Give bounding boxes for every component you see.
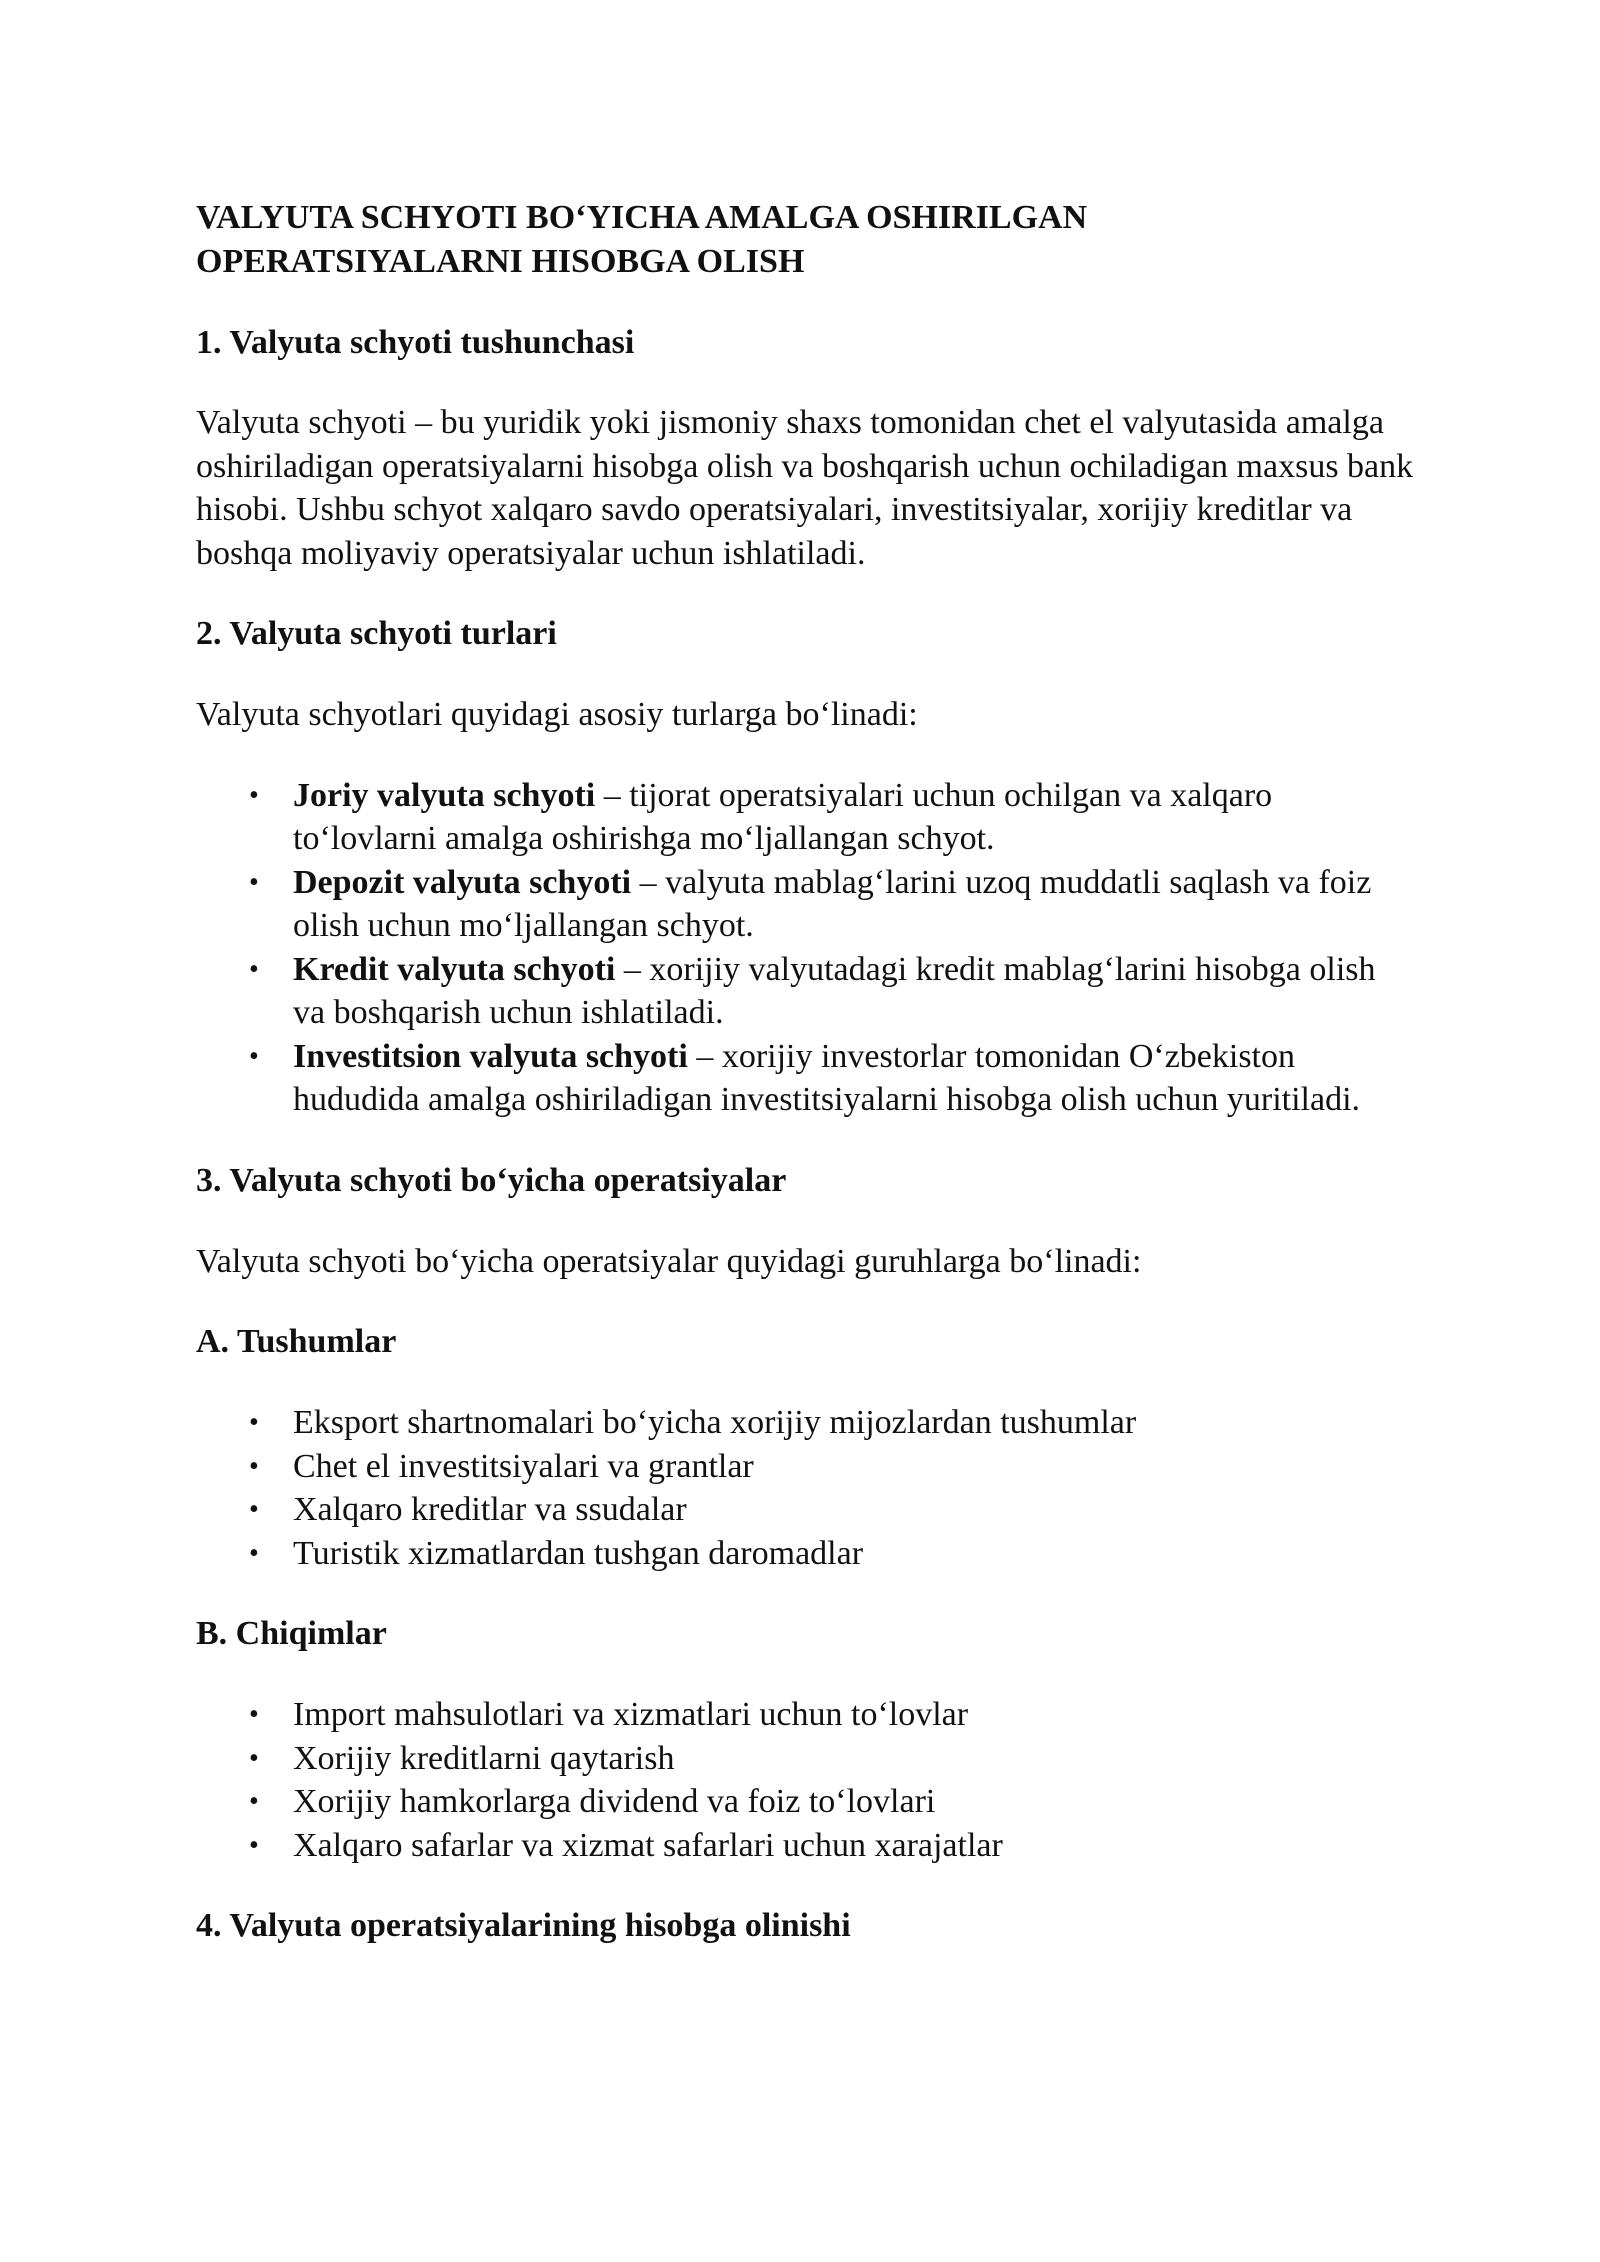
- bullet-icon: •: [249, 1829, 259, 1861]
- section-1-paragraph: Valyuta schyoti – bu yuridik yoki jismoniy shaxs tomonidan chet el valyutasida amalga oshiriladigan operatsiyalarni hisobga olish va boshqarish uchun ochiladigan maxsus bank hisobi. Ushbu schyot xalqaro savdo operatsiyalari, investitsiyalar, xorijiy kreditlar va boshqa moliyaviy operatsiyalar uchun ishlatiladi.: [196, 404, 1414, 572]
- list-item-text: Xalqaro safarlar va xizmat safarlari uchun xarajatlar: [293, 1826, 1003, 1864]
- bullet-icon: •: [249, 953, 259, 985]
- list-item: [196, 1824, 1416, 1868]
- expense-list: [196, 1693, 1416, 1867]
- bullet-icon: •: [249, 866, 259, 898]
- section-4-heading: 4. Valyuta operatsiyalarining hisobga olinishi: [196, 1907, 851, 1944]
- section-1-heading: 1. Valyuta schyoti tushunchasi: [196, 324, 635, 361]
- group-b-heading: B. Chiqimlar: [196, 1615, 387, 1652]
- document-title: VALYUTA SCHYOTI BO‘YICHA AMALGA OSHIRILGAN OPERATSIYALARNI HISOBGA OLISH: [196, 199, 1088, 280]
- list-item: [196, 861, 1416, 948]
- list-item-description: – tijorat operatsiyalari uchun ochilgan va xalqaro to‘lovlarni amalga oshirishga mo‘ljallangan schyot.: [293, 776, 1273, 857]
- list-item-text: Xorijiy hamkorlarga dividend va foiz to‘lovlari: [293, 1783, 936, 1820]
- list-item-term: Kredit valyuta schyoti: [293, 950, 616, 988]
- list-item: [196, 1445, 1416, 1489]
- list-item: [196, 948, 1416, 1035]
- group-a-heading: A. Tushumlar: [196, 1323, 397, 1360]
- list-item: [196, 774, 1416, 861]
- section-2-intro: Valyuta schyotlari quyidagi asosiy turlarga bo‘linadi:: [196, 696, 918, 733]
- income-list: [196, 1401, 1416, 1575]
- bullet-icon: •: [249, 779, 259, 811]
- list-item-text: Chet el investitsiyalari va grantlar: [293, 1447, 754, 1485]
- list-item: [196, 1488, 1416, 1532]
- bullet-icon: •: [249, 1537, 259, 1569]
- list-item-term: Investitsion valyuta schyoti: [293, 1037, 688, 1075]
- list-item: [196, 1780, 1416, 1824]
- list-item: [196, 1035, 1416, 1122]
- bullet-icon: •: [249, 1407, 259, 1438]
- list-item-description: – xorijiy valyutadagi kredit mablag‘larini hisobga olish va boshqarish uchun ishlatiladi.: [293, 950, 1376, 1031]
- bullet-icon: •: [249, 1040, 259, 1072]
- bullet-icon: •: [249, 1742, 259, 1774]
- bullet-icon: •: [249, 1699, 259, 1730]
- list-item-text: Import mahsulotlari va xizmatlari uchun to‘lovlar: [293, 1696, 969, 1733]
- bullet-icon: •: [249, 1494, 259, 1525]
- list-item-description: – xorijiy investorlar tomonidan O‘zbekiston hududida amalga oshiriladigan investitsiyalarni hisobga olish uchun yuritiladi.: [293, 1037, 1361, 1118]
- list-item: [196, 1401, 1416, 1445]
- list-item-text: Xorijiy kreditlarni qaytarish: [293, 1739, 675, 1777]
- list-item: [196, 1532, 1416, 1576]
- list-item: [196, 1737, 1416, 1781]
- list-item-description: – valyuta mablag‘larini uzoq muddatli saqlash va foiz olish uchun mo‘ljallangan schyot.: [293, 863, 1372, 944]
- account-types-list: [196, 774, 1416, 1122]
- bullet-icon: •: [249, 1786, 259, 1817]
- section-3-intro: Valyuta schyoti bo‘yicha operatsiyalar quyidagi guruhlarga bo‘linadi:: [196, 1242, 1142, 1280]
- list-item-text: Turistik xizmatlardan tushgan daromadlar: [293, 1534, 864, 1572]
- section-2-heading: 2. Valyuta schyoti turlari: [196, 615, 557, 652]
- list-item-text: Eksport shartnomalari bo‘yicha xorijiy mijozlardan tushumlar: [293, 1404, 1137, 1441]
- list-item-term: Depozit valyuta schyoti: [293, 863, 632, 901]
- list-item-term: Joriy valyuta schyoti: [293, 776, 596, 814]
- section-3-heading: 3. Valyuta schyoti bo‘yicha operatsiyalar: [196, 1161, 787, 1199]
- bullet-icon: •: [249, 1450, 259, 1482]
- list-item-text: Xalqaro kreditlar va ssudalar: [293, 1491, 687, 1528]
- list-item: [196, 1693, 1416, 1737]
- document-page: [196, 196, 1416, 1948]
